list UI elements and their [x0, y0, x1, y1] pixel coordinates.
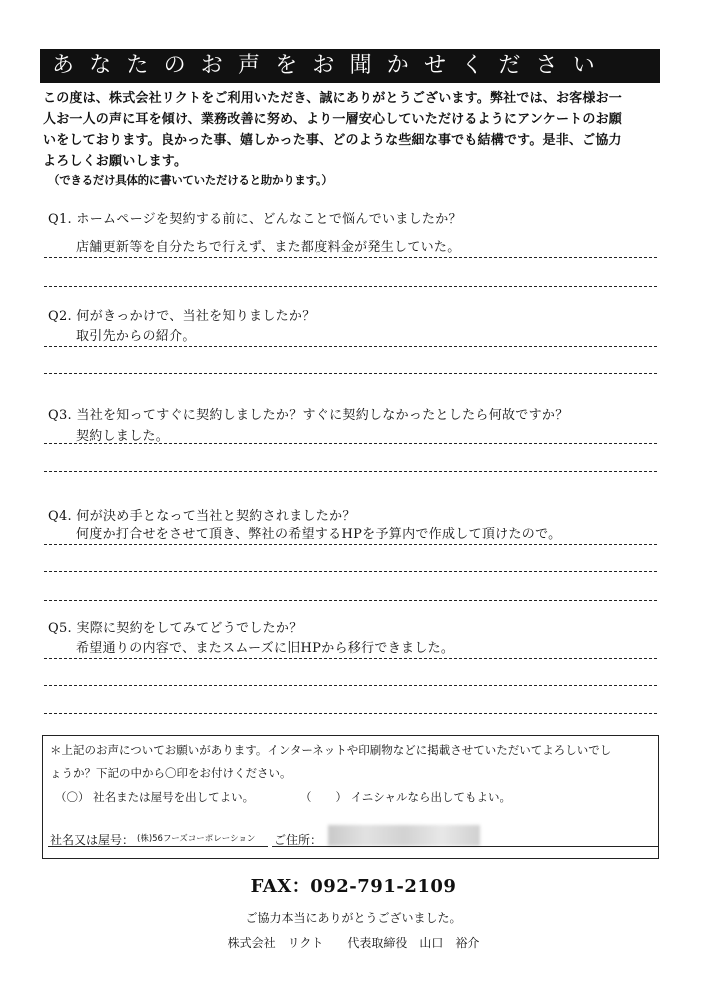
fax-number: FAX：092-791-2109 [250, 876, 457, 897]
answer-5: 希望通りの内容で、またスムーズに旧HPから移行できました。 [76, 641, 455, 656]
intro-line-3: いをしております。良かった事、嬉しかった事、どのような些細な事でも結構です。是非、ご協力 [43, 133, 622, 148]
answer-line [44, 685, 657, 686]
answer-line [44, 571, 657, 572]
address-underline [272, 846, 658, 847]
question-5: Q5. 実際に契約をしてみてどうでしたか？ [48, 621, 303, 636]
answer-2: 取引先からの紹介。 [76, 329, 196, 344]
intro-line-2: 人お一人の声に耳を傾け、業務改善に努め、より一層安心していただけるようにアンケートのお願 [43, 112, 622, 127]
question-4: Q4. 何が決め手となって当社と契約されましたか？ [48, 509, 356, 524]
intro-text [43, 88, 668, 172]
answer-line [44, 600, 657, 601]
consent-line-1: ＊上記のお声についてお願いがあります。インターネットや印刷物などに掲載させていただいてよろしいでし [50, 743, 612, 757]
company-value: (株)56フーズコーポレーション [137, 834, 256, 844]
answer-line [44, 443, 657, 444]
answer-4: 何度か打合せをさせて頂き、弊社の希望するHPを予算内で作成して頂けたので。 [76, 527, 562, 542]
question-1: Q1. ホームページを契約する前に、どんなことで悩んでいましたか？ [48, 212, 462, 227]
answer-line [44, 286, 657, 287]
answer-line [44, 658, 657, 659]
intro-line-4: よろしくお願いします。 [43, 154, 188, 169]
intro-note: （できるだけ具体的に書いていただけると助かります。） [48, 173, 333, 187]
answer-line [44, 471, 657, 472]
address-label: ご住所： [274, 833, 323, 847]
company-label: 社名又は屋号： [50, 833, 135, 847]
option-1[interactable] [55, 789, 254, 805]
option-2-paren-open: （ [300, 790, 312, 804]
consent-line-2: ょうか？下記の中から〇印をお付けください。 [50, 766, 292, 780]
answer-line [44, 373, 657, 374]
redacted-address [328, 825, 480, 846]
company-underline [48, 846, 268, 847]
option-1-label: 社名または屋号を出してよい。 [93, 790, 255, 804]
answer-3: 契約しました。 [76, 429, 170, 444]
intro-line-1: この度は、株式会社リクトをご利用いただき、誠にありがとうございます。弊社では、お客様お一 [43, 91, 622, 106]
page-title: あなたのお声をお聞かせください [40, 49, 660, 83]
question-2: Q2. 何がきっかけで、当社を知りましたか？ [48, 309, 316, 324]
option-1-paren-close: ） [78, 790, 90, 804]
answer-line [44, 544, 657, 545]
answer-1: 店舗更新等を自分たちで行えず、また都度料金が発生していた。 [76, 240, 461, 255]
option-1-paren-open: （ [55, 790, 67, 804]
thanks-text: ご協力本当にありがとうございました。 [245, 911, 462, 925]
answer-line [44, 713, 657, 714]
answer-line [44, 257, 657, 258]
question-3: Q3. 当社を知ってすぐに契約しましたか？すぐに契約しなかったとしたら何故ですか？ [48, 408, 569, 423]
option-2-label: イニシャルなら出してもよい。 [350, 790, 511, 804]
option-2-paren-close: ） [335, 790, 347, 804]
option-1-mark: 〇 [66, 790, 78, 804]
option-2[interactable] [300, 789, 511, 805]
answer-line [44, 346, 657, 347]
footer-signature: 株式会社 リクト 代表取締役 山口 裕介 [227, 936, 480, 950]
